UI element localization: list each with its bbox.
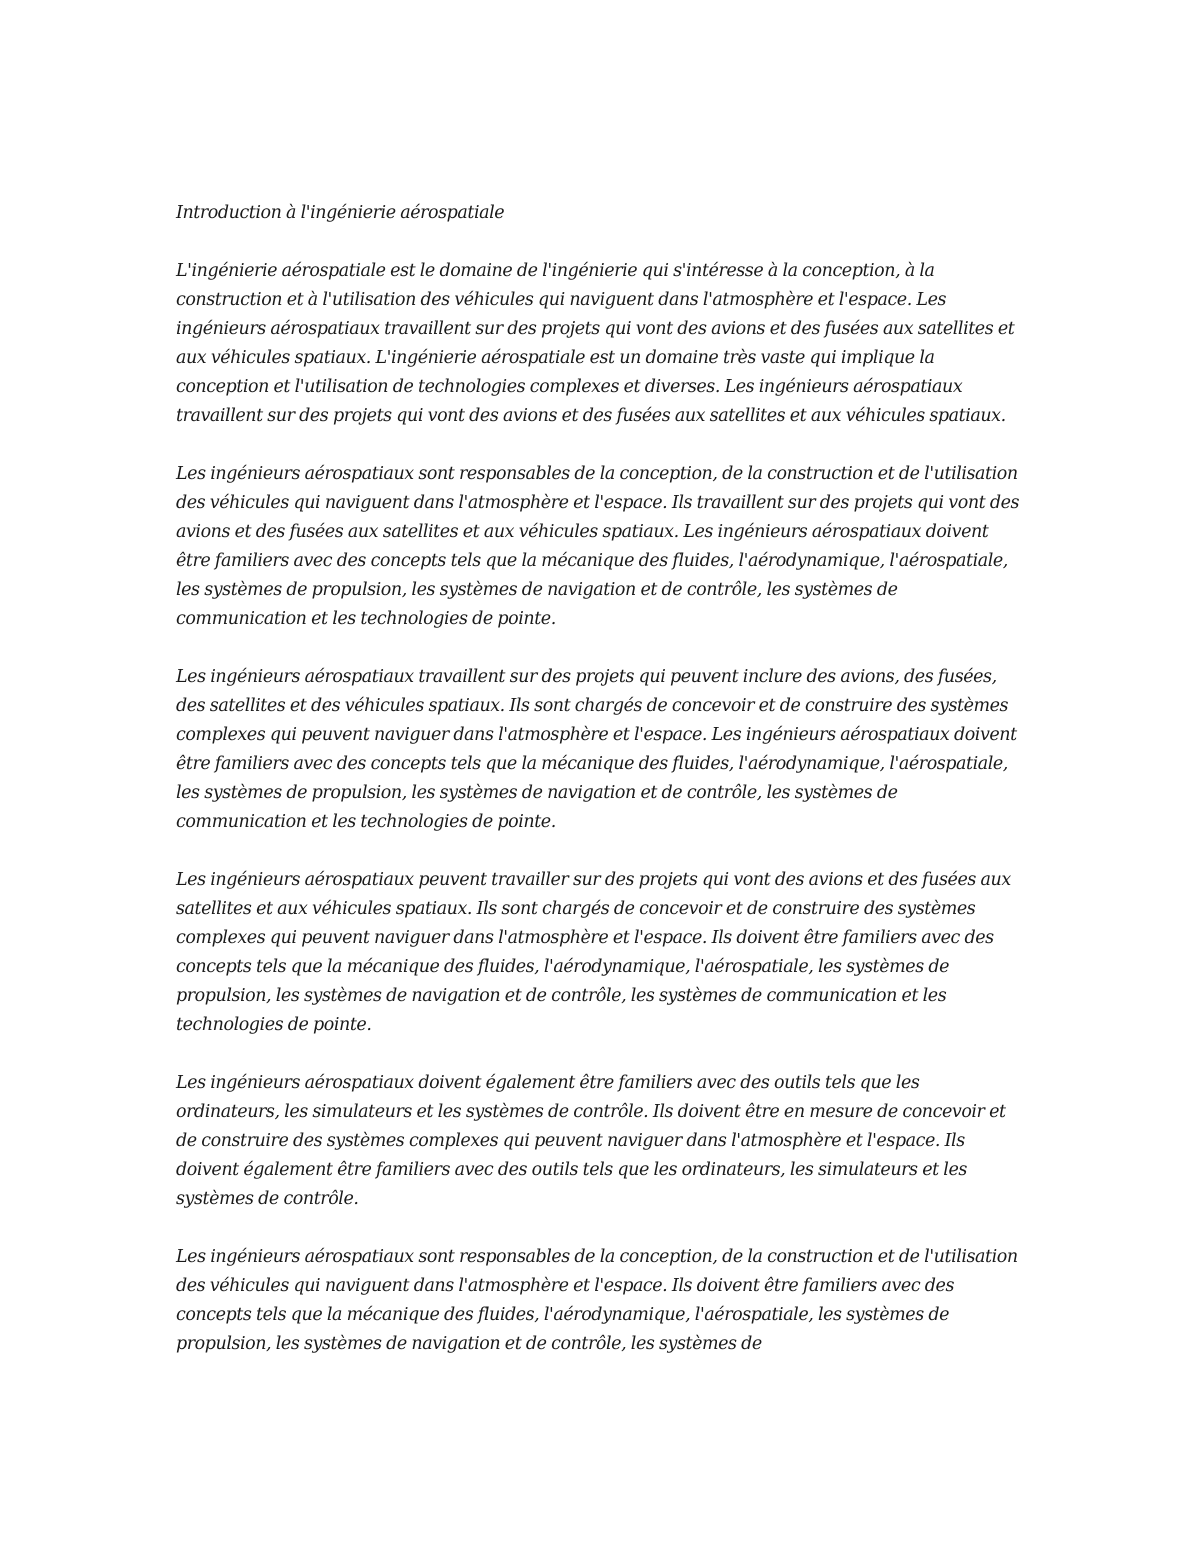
paragraph: Les ingénieurs aérospatiaux doivent également être familiers avec des outils tels que les ordinateurs, les simulateurs et les systèmes de contrôle. Ils doivent être en mesure de concevoir et de construire des systèmes complexes qui peuvent naviguer dans l'atmosphère et l'espace. Ils doivent également être familiers avec des outils tels que les ordinateurs, les simulateurs et les systèmes de contrôle. bbox=[176, 1073, 1006, 1209]
paragraph: Les ingénieurs aérospatiaux sont responsables de la conception, de la construction et de l'utilisation des véhicules qui naviguent dans l'atmosphère et l'espace. Ils travaillent sur des projets qui vont des avions et des fusées aux satellites et aux véhicules spatiaux. Les ingénieurs aérospatiaux doivent être familiers avec des concepts tels que la mécanique des fluides, l'aérodynamique, l'aérospatiale, les systèmes de propulsion, les systèmes de navigation et de contrôle, les systèmes de communication et les technologies de pointe. bbox=[176, 464, 1020, 629]
paragraph: L'ingénierie aérospatiale est le domaine de l'ingénierie qui s'intéresse à la conception, à la construction et à l'utilisation des véhicules qui naviguent dans l'atmosphère et l'espace. Les ingénieurs aérospatiaux travaillent sur des projets qui vont des avions et des fusées aux satellites et aux véhicules spatiaux. L'ingénierie aérospatiale est un domaine très vaste qui implique la conception et l'utilisation de technologies complexes et diverses. Les ingénieurs aérospatiaux travaillent sur des projets qui vont des avions et des fusées aux satellites et aux véhicules spatiaux. bbox=[176, 261, 1015, 426]
paragraph: Les ingénieurs aérospatiaux sont responsables de la conception, de la construction et de l'utilisation des véhicules qui naviguent dans l'atmosphère et l'espace. Ils doivent être familiers avec des concepts tels que la mécanique des fluides, l'aérodynamique, l'aérospatiale, les systèmes de propulsion, les systèmes de navigation et de contrôle, les systèmes de bbox=[176, 1247, 1018, 1354]
paragraph: Les ingénieurs aérospatiaux peuvent travailler sur des projets qui vont des avions et des fusées aux satellites et aux véhicules spatiaux. Ils sont chargés de concevoir et de construire des systèmes complexes qui peuvent naviguer dans l'atmosphère et l'espace. Ils doivent être familiers avec des concepts tels que la mécanique des fluides, l'aérodynamique, l'aérospatiale, les systèmes de propulsion, les systèmes de navigation et de contrôle, les systèmes de communication et les technologies de pointe. bbox=[176, 870, 1011, 1035]
document-title: Introduction à l'ingénierie aérospatiale bbox=[176, 203, 505, 223]
document-body bbox=[176, 199, 1026, 1388]
paragraph: Les ingénieurs aérospatiaux travaillent sur des projets qui peuvent inclure des avions, des fusées, des satellites et des véhicules spatiaux. Ils sont chargés de concevoir et de construire des systèmes complexes qui peuvent naviguer dans l'atmosphère et l'espace. Les ingénieurs aérospatiaux doivent être familiers avec des concepts tels que la mécanique des fluides, l'aérodynamique, l'aérospatiale, les systèmes de propulsion, les systèmes de navigation et de contrôle, les systèmes de communication et les technologies de pointe. bbox=[176, 667, 1017, 832]
